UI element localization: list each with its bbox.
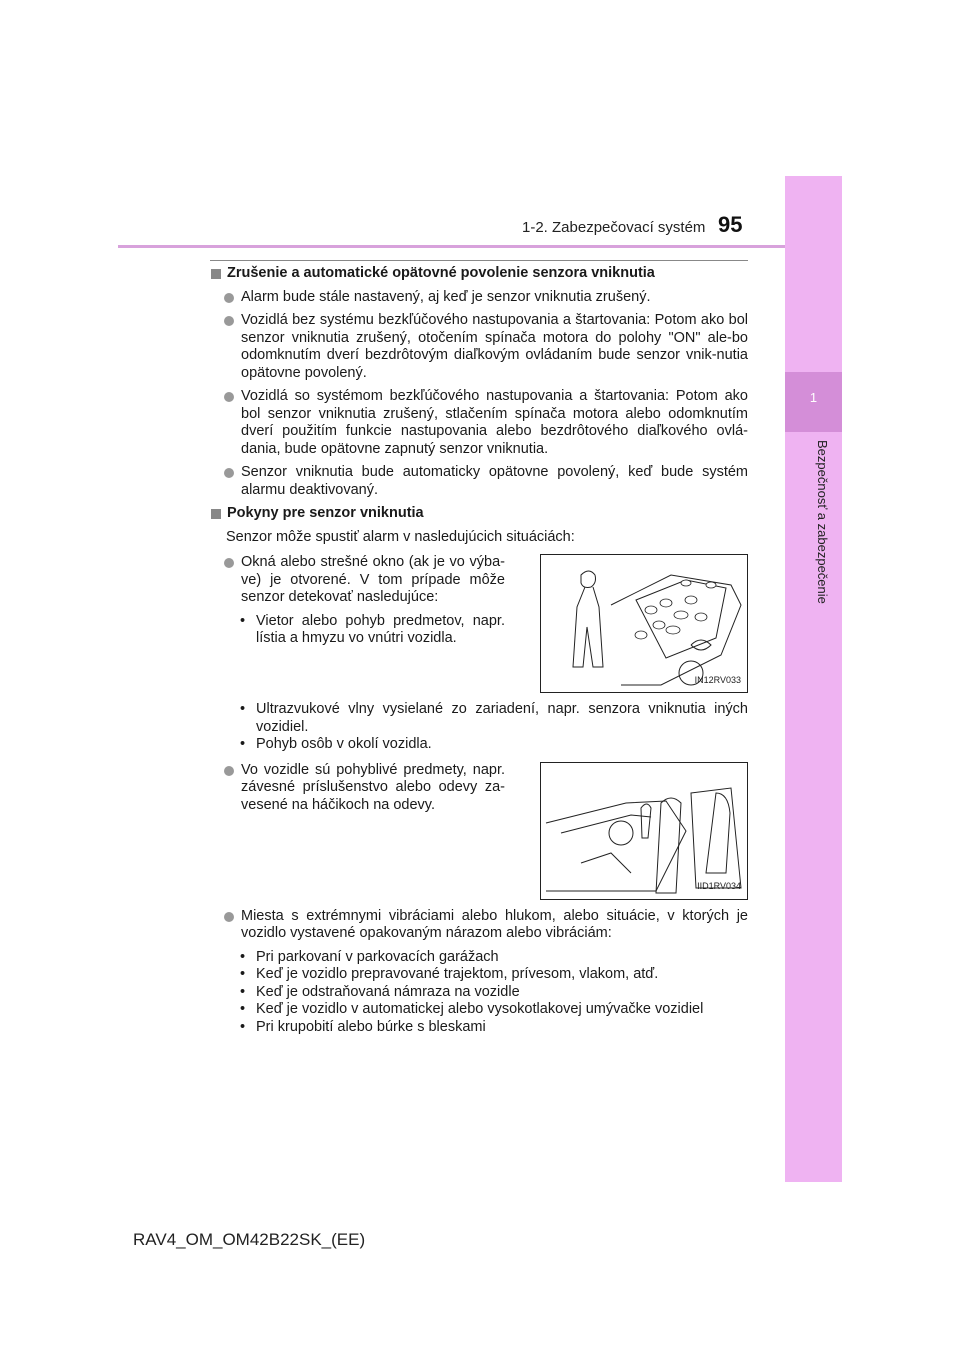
square-bullet-icon <box>211 269 221 279</box>
sub-list-item: • Pri parkovaní v parkovacích garážach <box>240 948 499 965</box>
figure-row <box>210 762 748 900</box>
section-intro: Senzor môže spustiť alarm v nasledujúcich situáciách: <box>226 528 575 545</box>
round-bullet-icon <box>224 392 234 402</box>
chapter-number-box <box>785 372 842 432</box>
list-item: Senzor vniknutia bude automaticky opätovne povolený, keď bude systém alarmu deaktivovaný. <box>210 464 748 499</box>
round-bullet-icon <box>224 293 234 303</box>
sub-list-item: • Keď je vozidlo prepravované trajektom, prívesom, vlakom, atď. <box>240 966 659 982</box>
list-item: Alarm bude stále nastavený, aj keď je senzor vniknutia zrušený. <box>210 289 748 307</box>
section-heading: Zrušenie a automatické opätovné povolenie senzora vniknutia <box>210 265 748 283</box>
sunroof-leaves-illustration <box>540 554 748 693</box>
list-item: Vo vozidle sú pohyblivé predmety, napr. závesné príslušenstvo alebo odevy za-vesené na háčikoch na odevy. <box>210 762 505 815</box>
content-divider <box>210 260 748 261</box>
section-heading: Pokyny pre senzor vniknutia <box>210 505 748 523</box>
section-title: 1-2. Zabezpečovací systém <box>522 219 706 236</box>
header-rule <box>118 245 785 248</box>
sub-list-item: • Ultrazvukové vlny vysielané zo zariadení, napr. senzora vniknutia iných vozidiel. <box>240 701 748 735</box>
round-bullet-icon <box>224 316 234 326</box>
list-item: Okná alebo strešné okno (ak je vo výba-ve) je otvorené. V tom prípade môže senzor detekovať nasledujúce: <box>210 554 505 607</box>
chapter-number: 1 <box>809 390 818 405</box>
round-bullet-icon <box>224 912 234 922</box>
sub-list-item: • Vietor alebo pohyb predmetov, napr. lístia a hmyzu vo vnútri vozidla. <box>240 612 505 646</box>
document-footer-code: RAV4_OM_OM42B22SK_(EE) <box>133 1230 366 1249</box>
figure-code: IID1RV034 <box>697 881 741 891</box>
list-item: Vozidlá so systémom bezkľúčového nastupovania a štartovania: Potom ako bol senzor vniknutia zrušený, stlačením spínača motora alebo odomknutím dverí použitím funkcie nastupovania alebo bezdrôtového diaľkového ovlá-dania, bude opätovne zapnutý senzor vniknutia. <box>210 388 748 458</box>
square-bullet-icon <box>211 509 221 519</box>
sub-list-item: • Keď je odstraňovaná námraza na vozidle <box>240 983 520 1000</box>
page-number: 95 <box>718 212 743 237</box>
figure-row <box>210 554 748 693</box>
sub-list-item: • Pohyb osôb v okolí vozidla. <box>240 736 432 752</box>
figure-code: IN12RV033 <box>694 674 741 685</box>
sub-list-item: • Keď je vozidlo v automatickej alebo vysokotlakovej umývačke vozidiel <box>240 1001 704 1017</box>
round-bullet-icon <box>224 468 234 478</box>
sub-list-item: • Pri krupobití alebo búrke s bleskami <box>240 1018 486 1035</box>
chapter-side-tab <box>785 176 842 1182</box>
page-content <box>210 265 748 1036</box>
chapter-title: Bezpečnosť a zabezpečenie <box>815 440 830 604</box>
list-item: Miesta s extrémnymi vibráciami alebo hlukom, alebo situácie, v ktorých je vozidlo vystavené opakovaným nárazom alebo vibráciám: <box>210 908 748 943</box>
list-item: Vozidlá bez systému bezkľúčového nastupovania a štartovania: Potom ako bol senzor vniknutia zrušený, otočením spínača motora do polohy "ON" ale-bo odomknutím dverí bezdrôtovým diaľkovým ovládaním bude senzor vnik-nutia opätovne povolený. <box>210 312 748 382</box>
car-interior-illustration <box>540 762 748 900</box>
round-bullet-icon <box>224 766 234 776</box>
round-bullet-icon <box>224 558 234 568</box>
